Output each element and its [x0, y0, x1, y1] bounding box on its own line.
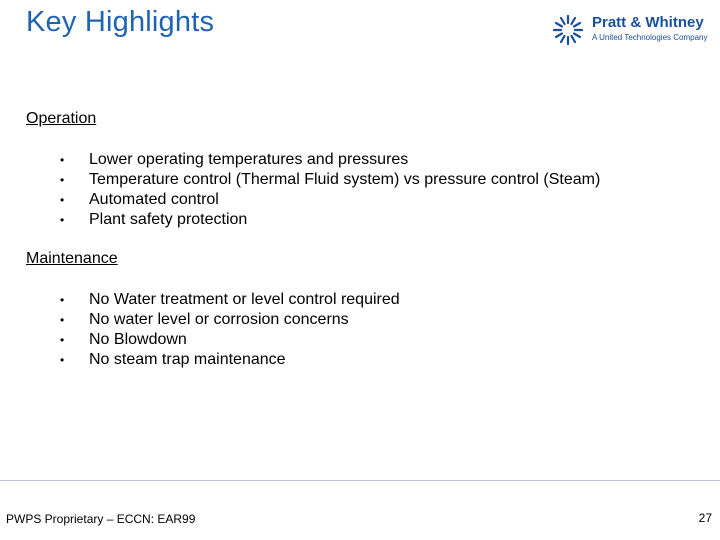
- list-item: • No water level or corrosion concerns: [60, 310, 400, 330]
- operation-bullet-list: [60, 150, 600, 230]
- footer-proprietary-text: PWPS Proprietary – ECCN: EAR99: [6, 512, 196, 526]
- list-item: • No Blowdown: [60, 330, 400, 350]
- page-number: 27: [698, 511, 712, 525]
- pratt-whitney-logo: [548, 12, 713, 48]
- section-heading-maintenance: Maintenance: [26, 250, 118, 267]
- footer-divider: [0, 480, 720, 481]
- list-item: • No steam trap maintenance: [60, 350, 400, 370]
- eagle-emblem-icon: [550, 12, 586, 48]
- list-item: • Plant safety protection: [60, 210, 600, 230]
- list-item: • No Water treatment or level control required: [60, 290, 400, 310]
- list-item: • Temperature control (Thermal Fluid system) vs pressure control (Steam): [60, 170, 600, 190]
- logo-tagline-text: A United Technologies Company: [592, 33, 708, 42]
- list-item: • Lower operating temperatures and pressures: [60, 150, 600, 170]
- logo-brand-text: Pratt & Whitney: [592, 14, 704, 31]
- list-item: • Automated control: [60, 190, 600, 210]
- section-heading-operation: Operation: [26, 110, 97, 127]
- slide-title: Key Highlights: [26, 6, 215, 38]
- maintenance-bullet-list: [60, 290, 400, 370]
